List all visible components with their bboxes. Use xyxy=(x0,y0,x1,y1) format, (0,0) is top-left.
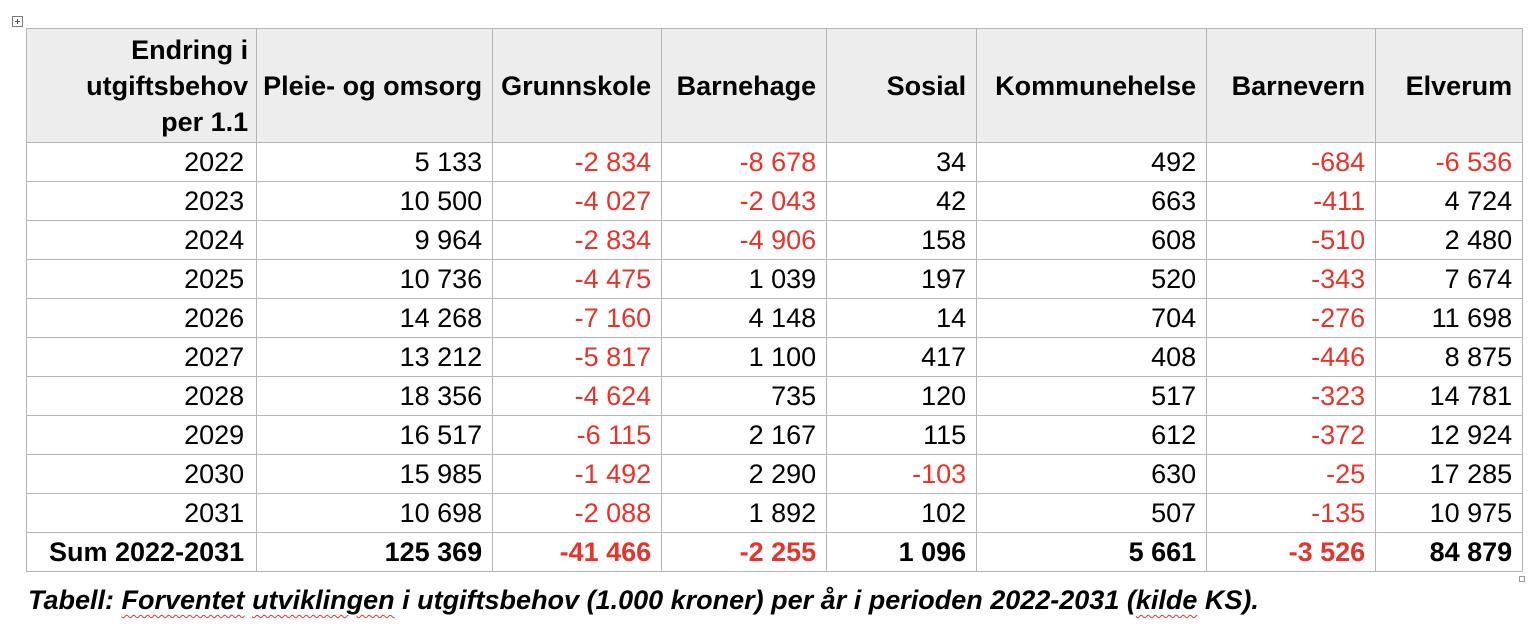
cell-sosial: 158 xyxy=(827,221,977,260)
cell-sosial: 417 xyxy=(827,338,977,377)
cell-elverum: 10 975 xyxy=(1376,494,1523,533)
cell-barnevern: -510 xyxy=(1207,221,1376,260)
column-header-pleie-og-omsorg: Pleie- og omsorg xyxy=(257,29,493,143)
row-year-label: 2030 xyxy=(27,455,257,494)
cell-grunnskole: -2 834 xyxy=(493,221,662,260)
cell-barnevern: -343 xyxy=(1207,260,1376,299)
cell-sosial: 115 xyxy=(827,416,977,455)
cell-kommunehelse: 408 xyxy=(977,338,1207,377)
expense-need-table xyxy=(26,28,1523,572)
table-row xyxy=(27,143,1523,182)
column-header-sosial: Sosial xyxy=(827,29,977,143)
row-header-line-3: per 1.1 xyxy=(161,106,249,137)
row-header-line-1: Endring i xyxy=(131,34,249,65)
cell-pleie-og-omsorg: 10 698 xyxy=(257,494,493,533)
cell-grunnskole: -2 834 xyxy=(493,143,662,182)
cell-grunnskole: -4 624 xyxy=(493,377,662,416)
cell-sosial: 14 xyxy=(827,299,977,338)
cell-sosial: 1 096 xyxy=(827,533,977,572)
cell-barnevern: -446 xyxy=(1207,338,1376,377)
cell-barnehage: -2 255 xyxy=(662,533,827,572)
row-year-label: 2025 xyxy=(27,260,257,299)
table-row xyxy=(27,299,1523,338)
cell-grunnskole: -4 475 xyxy=(493,260,662,299)
caption-word-forventet: Forventet xyxy=(121,585,245,615)
caption-space xyxy=(245,585,253,615)
cell-elverum: 84 879 xyxy=(1376,533,1523,572)
cell-kommunehelse: 612 xyxy=(977,416,1207,455)
cell-elverum: 12 924 xyxy=(1376,416,1523,455)
cell-grunnskole: -41 466 xyxy=(493,533,662,572)
cell-barnevern: -135 xyxy=(1207,494,1376,533)
row-header-line-2: utgiftsbehov xyxy=(86,70,249,101)
cell-barnehage: 1 039 xyxy=(662,260,827,299)
cell-barnehage: 2 290 xyxy=(662,455,827,494)
cell-sosial: 42 xyxy=(827,182,977,221)
cell-barnevern: -372 xyxy=(1207,416,1376,455)
row-year-label: 2026 xyxy=(27,299,257,338)
cell-pleie-og-omsorg: 10 736 xyxy=(257,260,493,299)
cell-pleie-og-omsorg: 13 212 xyxy=(257,338,493,377)
column-header-elverum: Elverum xyxy=(1376,29,1523,143)
cell-grunnskole: -7 160 xyxy=(493,299,662,338)
cell-kommunehelse: 5 661 xyxy=(977,533,1207,572)
caption-suffix: KS). xyxy=(1197,585,1259,615)
cell-sosial: 102 xyxy=(827,494,977,533)
cell-sosial: -103 xyxy=(827,455,977,494)
cell-pleie-og-omsorg: 16 517 xyxy=(257,416,493,455)
cell-pleie-og-omsorg: 18 356 xyxy=(257,377,493,416)
caption-word-kilde: kilde xyxy=(1135,585,1198,615)
cell-kommunehelse: 517 xyxy=(977,377,1207,416)
row-header-label xyxy=(27,29,257,143)
column-header-barnevern: Barnevern xyxy=(1207,29,1376,143)
cell-barnevern: -323 xyxy=(1207,377,1376,416)
cell-barnehage: 4 148 xyxy=(662,299,827,338)
caption-prefix: Tabell: xyxy=(28,585,122,615)
cell-pleie-og-omsorg: 14 268 xyxy=(257,299,493,338)
cell-barnevern: -25 xyxy=(1207,455,1376,494)
table-resize-handle[interactable] xyxy=(1519,576,1525,582)
cell-barnehage: 1 892 xyxy=(662,494,827,533)
sum-row-label: Sum 2022-2031 xyxy=(27,533,257,572)
table-row xyxy=(27,182,1523,221)
sum-row xyxy=(27,533,1523,572)
cell-pleie-og-omsorg: 5 133 xyxy=(257,143,493,182)
table-row xyxy=(27,494,1523,533)
table-caption xyxy=(28,583,1259,617)
cell-kommunehelse: 492 xyxy=(977,143,1207,182)
row-year-label: 2031 xyxy=(27,494,257,533)
row-year-label: 2027 xyxy=(27,338,257,377)
cell-barnehage: -8 678 xyxy=(662,143,827,182)
row-year-label: 2028 xyxy=(27,377,257,416)
cell-kommunehelse: 520 xyxy=(977,260,1207,299)
cell-elverum: -6 536 xyxy=(1376,143,1523,182)
cell-pleie-og-omsorg: 15 985 xyxy=(257,455,493,494)
row-year-label: 2023 xyxy=(27,182,257,221)
cell-barnevern: -276 xyxy=(1207,299,1376,338)
cell-elverum: 11 698 xyxy=(1376,299,1523,338)
table-row xyxy=(27,416,1523,455)
column-header-barnehage: Barnehage xyxy=(662,29,827,143)
cell-kommunehelse: 663 xyxy=(977,182,1207,221)
cell-pleie-og-omsorg: 9 964 xyxy=(257,221,493,260)
cell-barnehage: 2 167 xyxy=(662,416,827,455)
table-move-handle[interactable] xyxy=(12,16,23,27)
cell-barnevern: -3 526 xyxy=(1207,533,1376,572)
table-row xyxy=(27,221,1523,260)
cell-grunnskole: -1 492 xyxy=(493,455,662,494)
cell-sosial: 197 xyxy=(827,260,977,299)
row-year-label: 2024 xyxy=(27,221,257,260)
column-header-kommunehelse: Kommunehelse xyxy=(977,29,1207,143)
cell-grunnskole: -6 115 xyxy=(493,416,662,455)
table-body xyxy=(27,143,1523,572)
cell-kommunehelse: 608 xyxy=(977,221,1207,260)
cell-grunnskole: -4 027 xyxy=(493,182,662,221)
cell-pleie-og-omsorg: 125 369 xyxy=(257,533,493,572)
cell-barnevern: -411 xyxy=(1207,182,1376,221)
cell-kommunehelse: 507 xyxy=(977,494,1207,533)
cell-elverum: 8 875 xyxy=(1376,338,1523,377)
cell-elverum: 14 781 xyxy=(1376,377,1523,416)
cell-barnehage: -2 043 xyxy=(662,182,827,221)
cell-elverum: 17 285 xyxy=(1376,455,1523,494)
row-year-label: 2029 xyxy=(27,416,257,455)
caption-word-utviklingen: utviklingen xyxy=(252,585,395,615)
cell-grunnskole: -5 817 xyxy=(493,338,662,377)
column-header-grunnskole: Grunnskole xyxy=(493,29,662,143)
header-row xyxy=(27,29,1523,143)
cell-grunnskole: -2 088 xyxy=(493,494,662,533)
cell-elverum: 4 724 xyxy=(1376,182,1523,221)
table-row xyxy=(27,260,1523,299)
cell-kommunehelse: 630 xyxy=(977,455,1207,494)
table-row xyxy=(27,338,1523,377)
cell-sosial: 34 xyxy=(827,143,977,182)
cell-barnevern: -684 xyxy=(1207,143,1376,182)
caption-middle: i utgiftsbehov (1.000 kroner) per år i perioden 2022-2031 ( xyxy=(394,585,1136,615)
cell-elverum: 7 674 xyxy=(1376,260,1523,299)
cell-kommunehelse: 704 xyxy=(977,299,1207,338)
cell-elverum: 2 480 xyxy=(1376,221,1523,260)
cell-barnehage: -4 906 xyxy=(662,221,827,260)
row-year-label: 2022 xyxy=(27,143,257,182)
cell-sosial: 120 xyxy=(827,377,977,416)
table-row xyxy=(27,377,1523,416)
cell-pleie-og-omsorg: 10 500 xyxy=(257,182,493,221)
cell-barnehage: 735 xyxy=(662,377,827,416)
table-row xyxy=(27,455,1523,494)
cell-barnehage: 1 100 xyxy=(662,338,827,377)
